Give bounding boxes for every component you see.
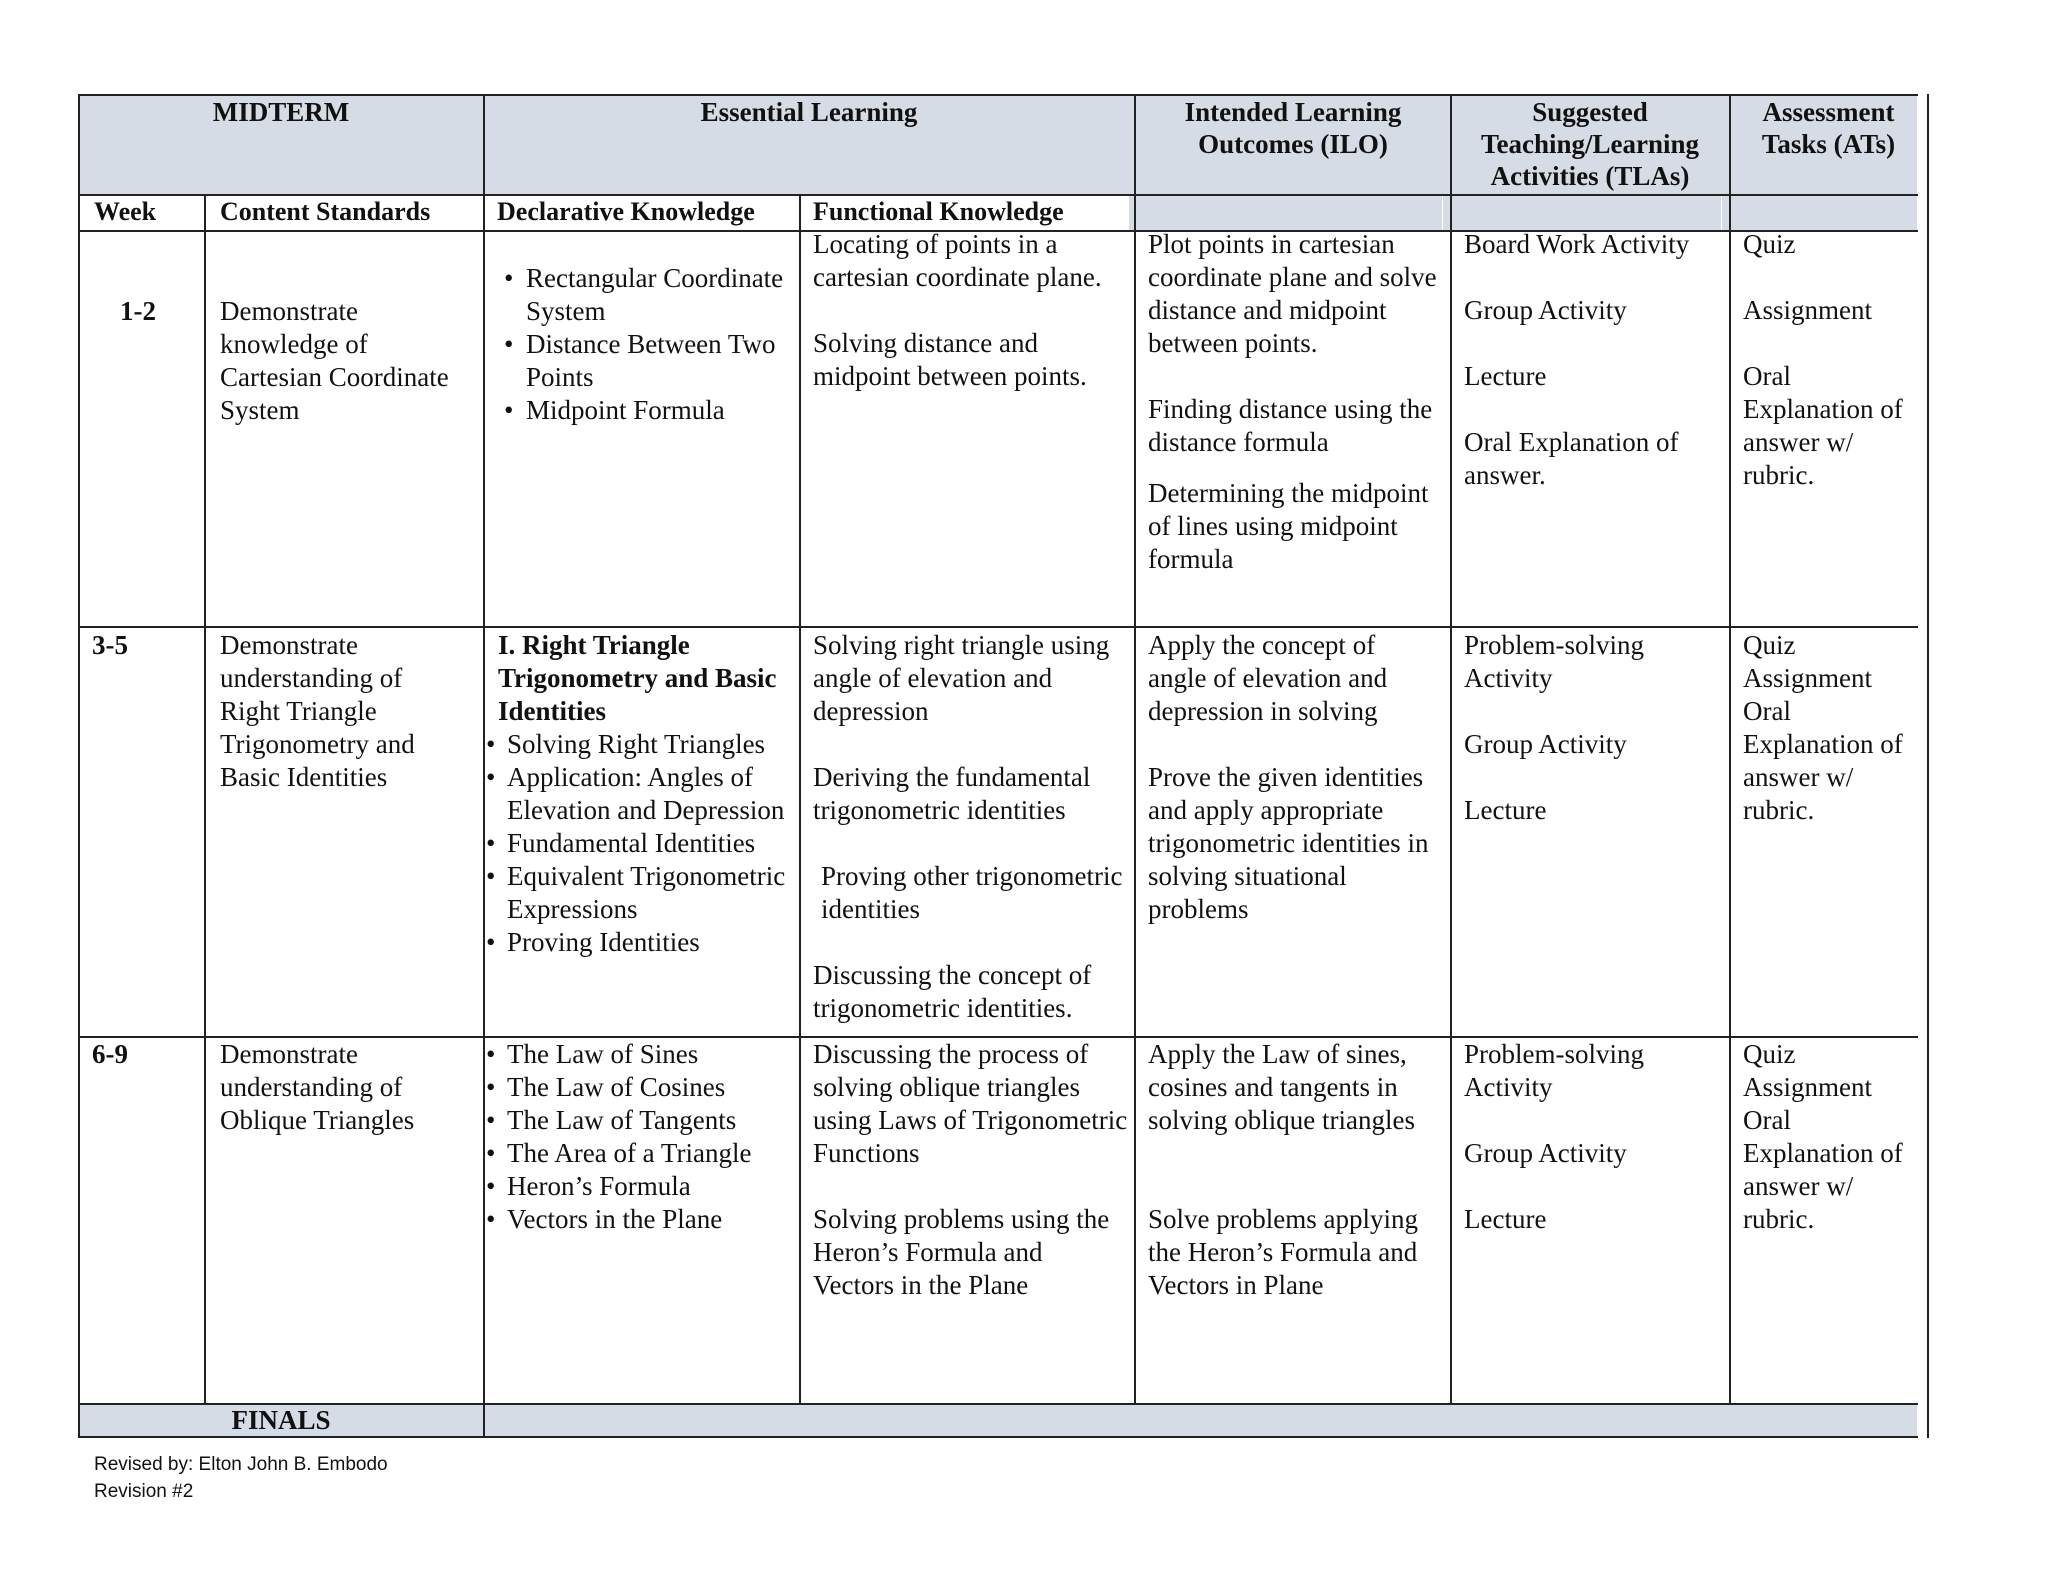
ilo-item: Plot points in cartesian coordinate plane and solve distance and midpoint between points. (1148, 229, 1437, 358)
list-item: • The Law of Sines (486, 1038, 796, 1071)
declarative-cell (486, 629, 796, 959)
functional-item: Proving other trigonometric identities (821, 861, 1123, 924)
declarative-title: I. Right Triangle Trigonometry and Basic Identities (498, 630, 777, 726)
subheader-week: Week (94, 197, 157, 226)
tla-item: Group Activity (1464, 1138, 1627, 1168)
ilo-item: Determining the midpoint of lines using midpoint formula (1148, 478, 1429, 574)
tla-item: Group Activity (1464, 729, 1627, 759)
declarative-list (498, 262, 788, 427)
ilo-item: Finding distance using the distance formula (1148, 394, 1433, 457)
list-item: • Fundamental Identities (486, 827, 796, 860)
header-ilo: Intended Learning Outcomes (ILO) (1184, 97, 1402, 159)
functional-item: Solving problems using the Heron’s Formula and Vectors in the Plane (813, 1204, 1110, 1300)
at-item: Oral Explanation of answer w/ rubric. (1743, 696, 1903, 825)
list-item: • The Law of Cosines (486, 1071, 796, 1104)
subheader-tlas-shade (1443, 195, 1721, 230)
at-item: Assignment (1743, 663, 1873, 693)
header-ats: Assessment Tasks (ATs) (1761, 97, 1896, 159)
list-item: • Distance Between Two Points (498, 328, 788, 394)
subheader-declarative-knowledge: Declarative Knowledge (497, 197, 755, 226)
tla-item: Lecture (1464, 1204, 1547, 1234)
list-item: • Solving Right Triangles (486, 728, 796, 761)
list-item: • Equivalent Trigonometric Expressions (486, 860, 796, 926)
header-essential-learning: Essential Learning (700, 97, 918, 127)
functional-item: Solving right triangle using angle of elevation and depression (813, 630, 1110, 726)
tla-item: Problem-solving Activity (1464, 1039, 1644, 1102)
week-cell: 6-9 (92, 1039, 128, 1069)
ilo-item: Apply the Law of sines, cosines and tangents in solving oblique triangles (1148, 1039, 1415, 1135)
list-item: • The Law of Tangents (486, 1104, 796, 1137)
content-standard-cell: Demonstrate understanding of Right Triangle Trigonometry and Basic Identities (220, 630, 415, 792)
content-standard-cell: Demonstrate understanding of Oblique Triangles (220, 1039, 415, 1135)
subheader-functional-knowledge: Functional Knowledge (813, 197, 1064, 226)
week-cell: 3-5 (92, 630, 128, 660)
functional-cell (813, 629, 1128, 1025)
ats-cell (1743, 1038, 1918, 1236)
functional-item: Deriving the fundamental trigonometric identities (813, 762, 1091, 825)
functional-item: Solving distance and midpoint between points. (813, 328, 1087, 391)
at-item: Assignment (1743, 295, 1873, 325)
list-item: • Midpoint Formula (498, 394, 788, 427)
functional-item: Discussing the concept of trigonometric identities. (813, 960, 1092, 1023)
declarative-list (486, 1038, 796, 1236)
ilo-item: Solve problems applying the Heron’s Formula and Vectors in Plane (1148, 1204, 1418, 1300)
tla-item: Lecture (1464, 361, 1547, 391)
at-item: Oral Explanation of answer w/ rubric. (1743, 1105, 1903, 1234)
header-tlas: Suggested Teaching/Learning Activities (TLAs) (1480, 97, 1700, 191)
finals-label: FINALS (231, 1405, 331, 1435)
at-item: Quiz (1743, 1039, 1796, 1069)
list-item: • Application: Angles of Elevation and Depression (486, 761, 796, 827)
revision-number-text: Revision #2 (94, 1481, 194, 1502)
ilo-cell (1148, 1038, 1443, 1302)
list-item: • Vectors in the Plane (486, 1203, 796, 1236)
functional-item: Locating of points in a cartesian coordinate plane. (813, 229, 1102, 292)
list-item: • Proving Identities (486, 926, 796, 959)
at-item: Quiz (1743, 630, 1796, 660)
functional-cell (813, 1038, 1128, 1302)
at-item: Quiz (1743, 229, 1796, 259)
tla-item: Board Work Activity (1464, 229, 1690, 259)
ilo-item: Apply the concept of angle of elevation and depression in solving (1148, 630, 1388, 726)
week-cell: 1-2 (120, 296, 156, 326)
header-midterm: MIDTERM (212, 97, 350, 127)
tla-item: Group Activity (1464, 295, 1627, 325)
ats-cell (1743, 629, 1918, 827)
subheader-content-standards: Content Standards (220, 197, 431, 226)
functional-item: Discussing the process of solving oblique triangles using Laws of Trigonometric Functions (813, 1039, 1128, 1168)
list-item: • Heron’s Formula (486, 1170, 796, 1203)
list-item: • The Area of a Triangle (486, 1137, 796, 1170)
subheader-ats-shade (1722, 195, 1917, 230)
list-item: • Rectangular Coordinate System (498, 262, 788, 328)
tla-item: Problem-solving Activity (1464, 630, 1644, 693)
ilo-cell (1148, 228, 1438, 576)
tlas-cell (1464, 629, 1724, 827)
tla-item: Oral Explanation of answer. (1464, 427, 1679, 490)
content-standard-cell: Demonstrate knowledge of Cartesian Coordinate System (220, 296, 449, 425)
at-item: Assignment (1743, 1072, 1873, 1102)
ats-cell (1743, 228, 1918, 492)
at-item: Oral Explanation of answer w/ rubric. (1743, 361, 1903, 490)
functional-cell (813, 228, 1128, 393)
tlas-cell (1464, 228, 1724, 492)
tlas-cell (1464, 1038, 1724, 1236)
tla-item: Lecture (1464, 795, 1547, 825)
ilo-cell (1148, 629, 1438, 926)
subheader-ilo-shade (1129, 195, 1442, 230)
ilo-item: Prove the given identities and apply appropriate trigonometric identities in solving situational problems (1148, 762, 1429, 924)
declarative-list (486, 728, 796, 959)
revised-by-text: Revised by: Elton John B. Embodo (94, 1454, 388, 1475)
